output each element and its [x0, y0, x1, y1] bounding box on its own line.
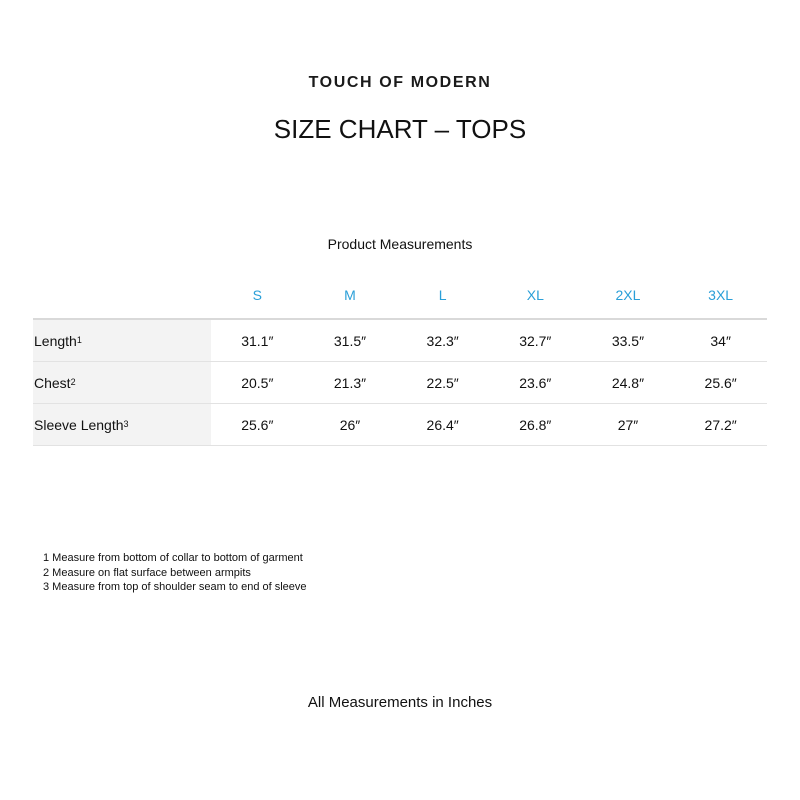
footnote-marker: 3 — [123, 418, 129, 429]
table-cell: 31.5″ — [304, 319, 397, 362]
table-cell: 27.2″ — [674, 404, 767, 446]
table-cell: 20.5″ — [211, 362, 304, 404]
row-label-length — [33, 319, 211, 362]
units-note: All Measurements in Inches — [307, 694, 493, 711]
table-cell: 21.3″ — [304, 362, 397, 404]
footnote-3: 3 Measure from top of shoulder seam to end of sleeve — [43, 581, 307, 593]
table-cell: 26.8″ — [489, 404, 582, 446]
row-label-sleeve-length — [33, 404, 211, 446]
table-cell: 27″ — [582, 404, 675, 446]
header-corner-cell — [33, 272, 211, 319]
footnote-2: 2 Measure on flat surface between armpits — [43, 566, 251, 579]
table-cell: 34″ — [674, 319, 767, 362]
size-header-xl: XL — [489, 272, 582, 319]
size-header-m: M — [304, 272, 397, 319]
table-cell: 23.6″ — [489, 362, 582, 404]
table-cell: 32.7″ — [489, 319, 582, 362]
size-header-2xl: 2XL — [582, 272, 675, 319]
table-row-chest — [33, 362, 767, 404]
brand-logo-text: TOUCH OF MODERN — [308, 74, 492, 91]
footnote-marker: 2 — [70, 376, 76, 387]
table-row-length — [33, 319, 767, 362]
size-header-l: L — [396, 272, 489, 319]
page-title: SIZE CHART – TOPS — [273, 114, 527, 144]
table-cell: 25.6″ — [674, 362, 767, 404]
table-cell: 25.6″ — [211, 404, 304, 446]
table-cell: 32.3″ — [396, 319, 489, 362]
size-header-3xl: 3XL — [674, 272, 767, 319]
table-cell: 33.5″ — [582, 319, 675, 362]
table-cell: 22.5″ — [396, 362, 489, 404]
table-cell: 24.8″ — [582, 362, 675, 404]
size-header-row — [33, 272, 767, 319]
table-cell: 31.1″ — [211, 319, 304, 362]
table-caption: Product Measurements — [327, 236, 473, 252]
footnotes — [43, 551, 307, 595]
size-chart-table — [33, 272, 767, 446]
footnote-marker: 1 — [76, 334, 82, 345]
table-cell: 26″ — [304, 404, 397, 446]
row-label-text: Length — [34, 332, 77, 349]
footnote-1: 1 Measure from bottom of collar to bottom of garment — [43, 552, 303, 564]
row-label-text: Sleeve Length — [34, 416, 124, 433]
size-header-s: S — [211, 272, 304, 319]
table-cell: 26.4″ — [396, 404, 489, 446]
row-label-text: Chest — [34, 374, 71, 391]
row-label-chest — [33, 362, 211, 404]
table-row-sleeve-length — [33, 404, 767, 446]
